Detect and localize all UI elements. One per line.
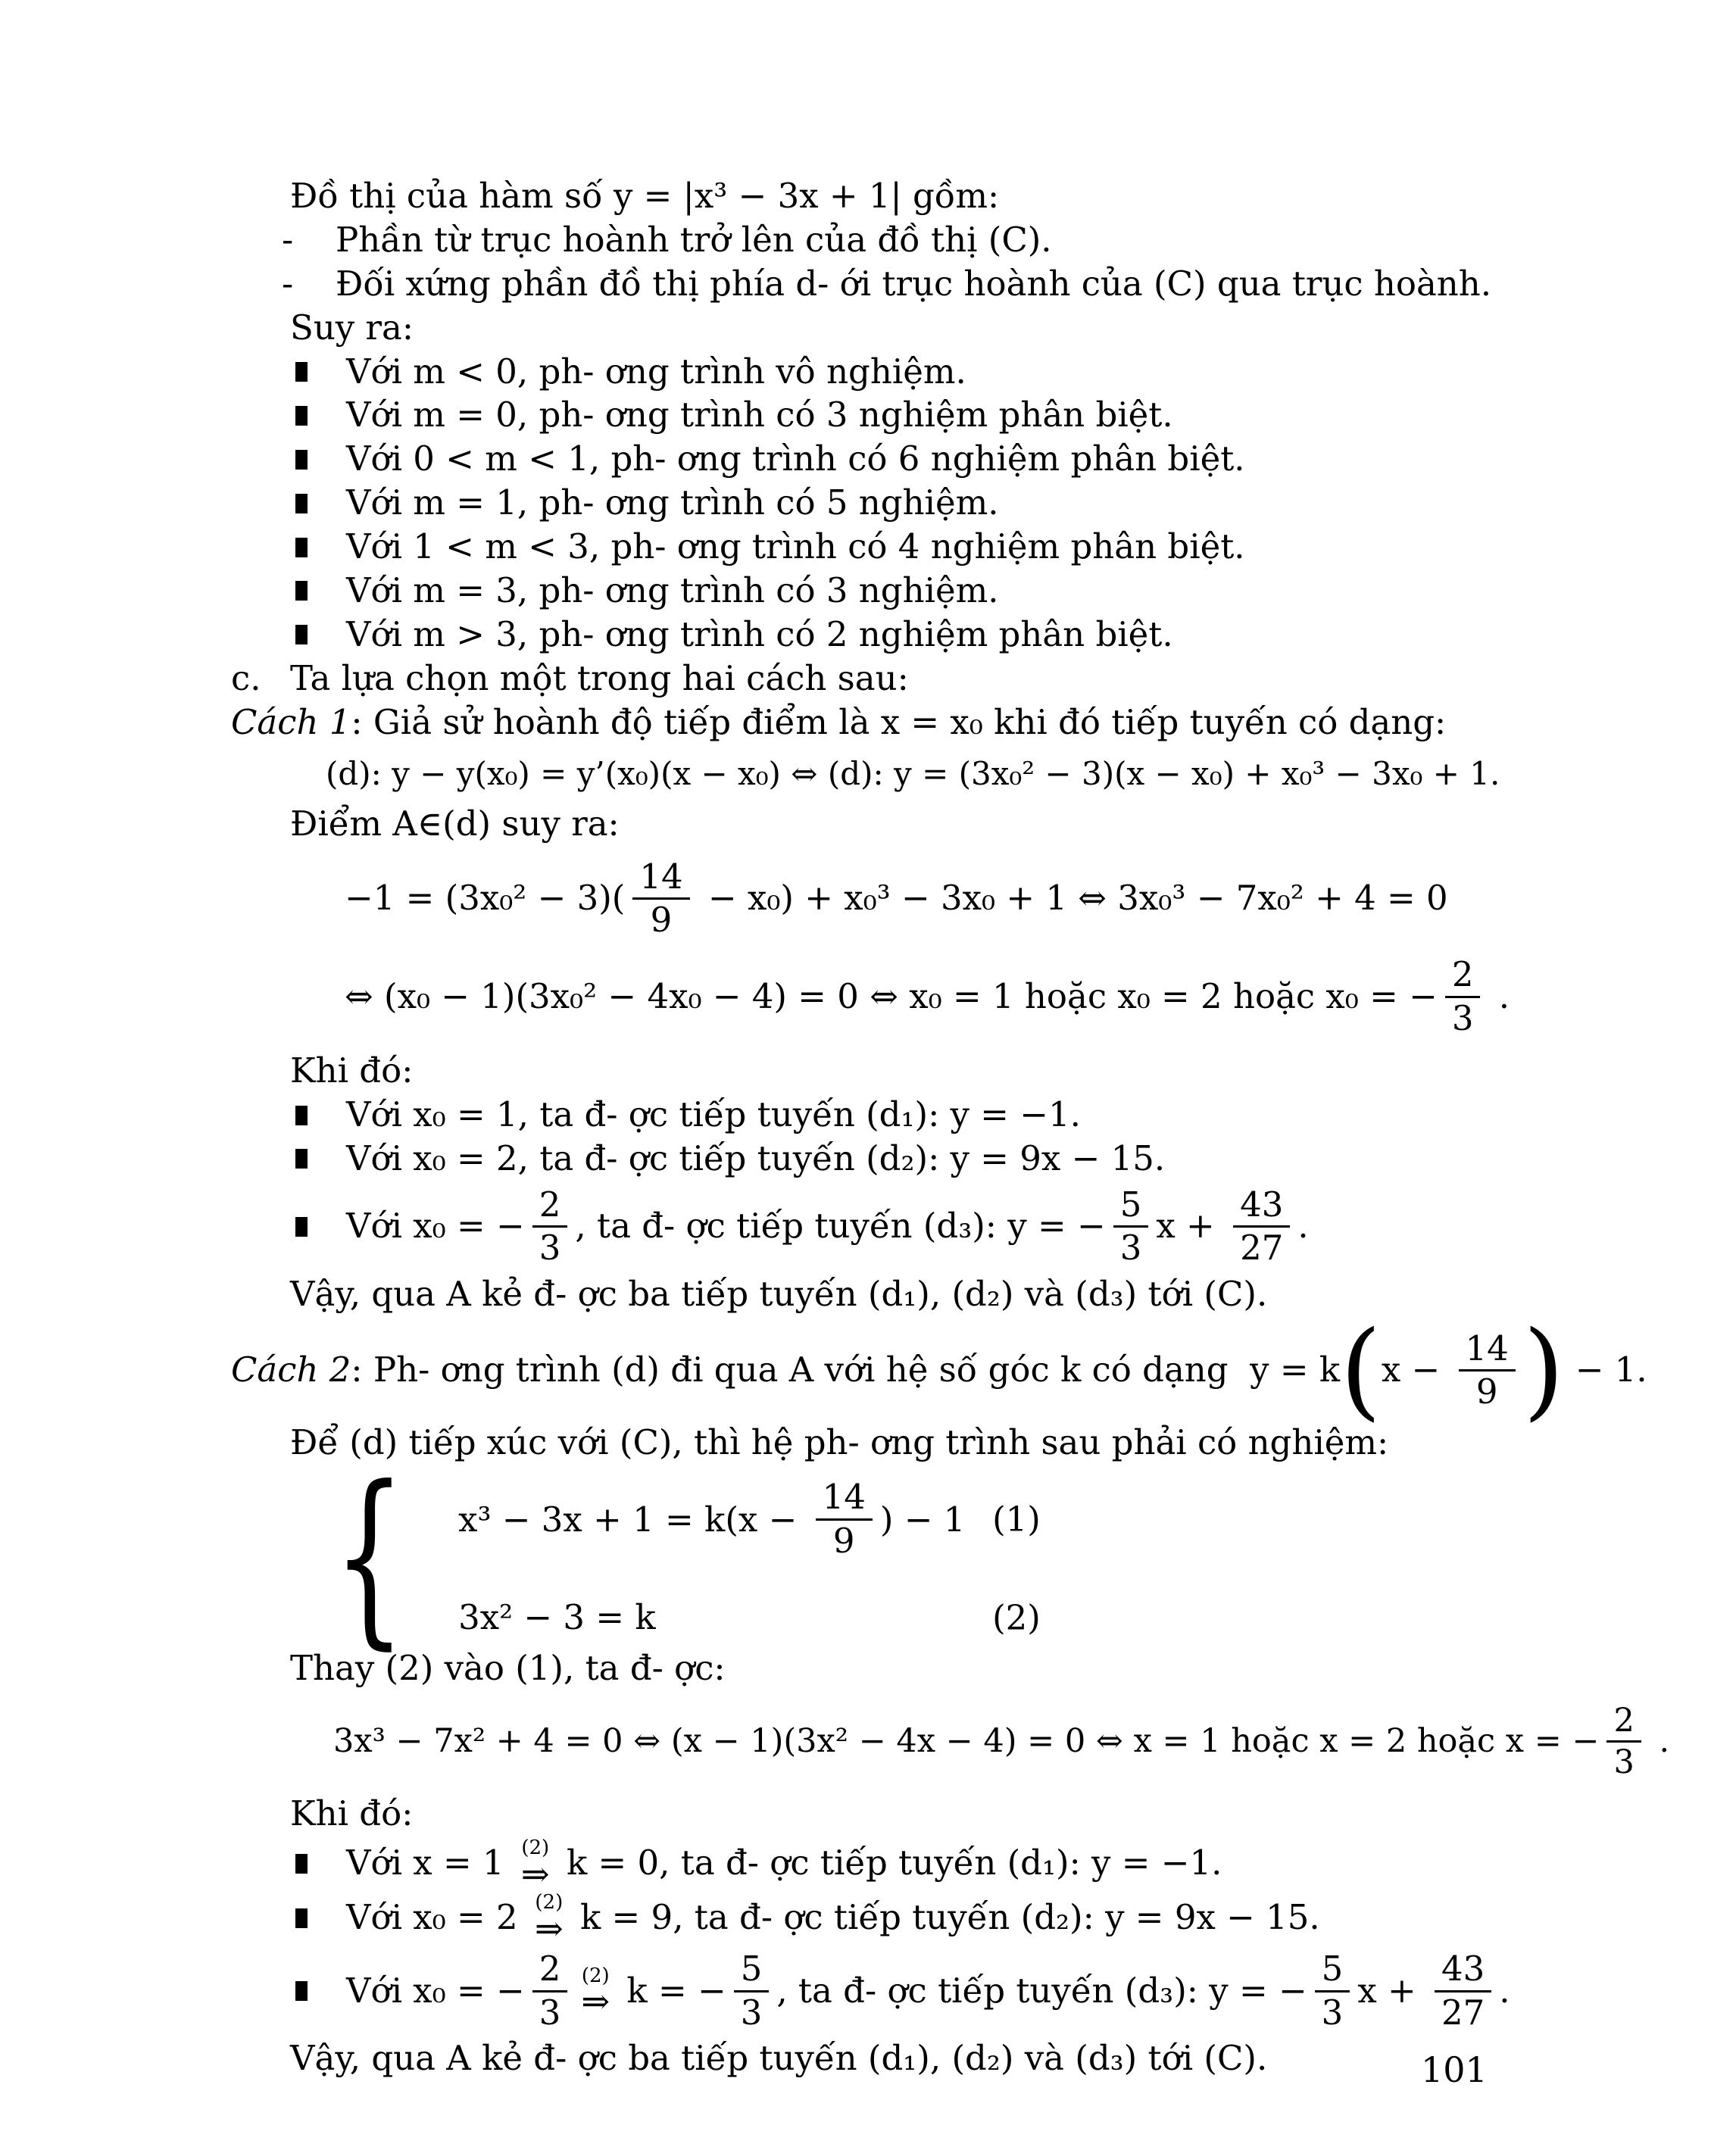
fraction-denominator: 9 — [1475, 1372, 1498, 1412]
bullet-square-icon — [295, 1149, 308, 1169]
fraction — [1315, 1950, 1350, 2032]
m-bullet-text: Với 1 < m < 3, ph- ơng trình có 4 nghiệm phân biệt. — [346, 526, 1245, 567]
bullet-segment: Với x₀ = 2 — [346, 1897, 529, 1938]
fraction — [816, 1478, 873, 1560]
cach1-intro: : Giả sử hoành độ tiếp điểm là x = x₀ khi đó tiếp tuyến có dạng: — [351, 701, 1447, 742]
implies-tag: (2) — [521, 1836, 550, 1860]
equation-system — [333, 1446, 1736, 1667]
bullet-segment: Với x = 1 — [346, 1843, 515, 1883]
page-number: 101 — [1421, 2049, 1488, 2090]
cach2-conclusion: Vậy, qua A kẻ đ- ợc ba tiếp tuyến (d₁), (d₂) và (d₃) tới (C). — [290, 2038, 1268, 2079]
m-bullet — [295, 526, 1736, 568]
cach1-tangent-equation: (d): y − y(x₀) = y’(x₀)(x − x₀) ⇔ (d): y = (3x₀² − 3)(x − x₀) + x₀³ − 3x₀ + 1. — [326, 754, 1500, 792]
m-bullet-text: Với m < 0, ph- ơng trình vô nghiệm. — [346, 351, 966, 392]
m-bullet-text: Với 0 < m < 1, ph- ơng trình có 6 nghiệm phân biệt. — [346, 438, 1245, 479]
bullet-square-icon — [295, 1981, 308, 2001]
fraction — [532, 1950, 568, 2032]
fraction-numerator: 43 — [1233, 1186, 1290, 1228]
dash-marker: - — [282, 219, 294, 260]
cach2-eq3 — [333, 1699, 1736, 1784]
equation-tag-2: (2) — [992, 1597, 1041, 1638]
equation-segment: − x₀) + x₀³ − 3x₀ + 1 ⇔ 3x₀³ − 7x₀² + 4 = 0 — [697, 878, 1448, 919]
bullet-segment: x + — [1156, 1206, 1226, 1247]
text-column — [0, 176, 1736, 2082]
fraction — [1435, 1950, 1491, 2032]
m-bullet-text: Với m = 1, ph- ơng trình có 5 nghiệm. — [346, 482, 999, 523]
bullet-square-icon — [295, 1106, 308, 1125]
fraction — [1459, 1330, 1516, 1412]
fraction-denominator: 3 — [1321, 1992, 1344, 2033]
dash-item — [282, 220, 1736, 261]
fraction — [1113, 1186, 1149, 1268]
bullet-text: Với x₀ = 2, ta đ- ợc tiếp tuyến (d₂): y = 9x − 15. — [346, 1138, 1166, 1179]
equation-segment: −1 = (3x₀² − 3)( — [345, 878, 626, 919]
bullet-segment: k = − — [616, 1970, 726, 2011]
cach2-label: Cách 2 — [231, 1350, 351, 1390]
fraction-denominator: 3 — [539, 1228, 561, 1269]
fraction — [532, 1186, 568, 1268]
implies-tag: (2) — [581, 1964, 610, 1987]
fraction — [632, 858, 689, 940]
fraction-numerator: 2 — [1606, 1702, 1641, 1743]
fraction — [1606, 1702, 1641, 1780]
bullet-segment: k = 9, ta đ- ợc tiếp tuyến (d₂): y = 9x − 15. — [569, 1897, 1320, 1938]
implies-arrow — [520, 1836, 550, 1894]
system-equations — [458, 1475, 1110, 1637]
section-c-label: c. — [231, 657, 261, 698]
bullet-segment: , ta đ- ợc tiếp tuyến (d₃): y = − — [575, 1206, 1106, 1247]
cach1-bullet-3 — [295, 1182, 1736, 1272]
left-brace: { — [333, 1446, 406, 1667]
bullet-square-icon — [295, 538, 308, 557]
bullet-square-icon — [295, 1854, 308, 1874]
cach1-heading — [231, 702, 1736, 744]
cach1-bullet-1 — [295, 1094, 1736, 1136]
equation-segment: ⇔ (x₀ − 1)(3x₀² − 4x₀ − 4) = 0 ⇔ x₀ = 1 hoặc x₀ = 2 hoặc x₀ = − — [345, 975, 1438, 1016]
fraction-numerator: 43 — [1435, 1950, 1491, 1992]
cach1-diem: Điểm A∈(d) suy ra: — [290, 803, 620, 844]
system-equation-2 — [458, 1597, 1110, 1637]
cach2-intro: : Ph- ơng trình (d) đi qua A với hệ số góc k có dạng y = k — [351, 1350, 1341, 1390]
section-c-text: Ta lựa chọn một trong hai cách sau: — [290, 657, 909, 698]
equation-segment: ) − 1 — [879, 1499, 966, 1540]
fraction-denominator: 3 — [740, 1992, 763, 2033]
fraction-denominator: 3 — [1613, 1743, 1635, 1782]
bullet-square-icon — [295, 362, 308, 382]
cach1-conclusion: Vậy, qua A kẻ đ- ợc ba tiếp tuyến (d₁), (d₂) và (d₃) tới (C). — [290, 1273, 1268, 1314]
fraction — [1445, 956, 1481, 1038]
fraction-denominator: 9 — [650, 900, 673, 941]
equation-segment: − 1. — [1564, 1350, 1647, 1390]
fraction-numerator: 14 — [816, 1478, 873, 1520]
fraction-denominator: 3 — [1451, 997, 1474, 1038]
fraction-numerator: 14 — [632, 858, 689, 900]
cach2-bullet-3 — [295, 1946, 1736, 2036]
fraction-numerator: 5 — [1113, 1186, 1149, 1228]
fraction-numerator: 2 — [532, 1950, 568, 1992]
bullet-segment: k = 0, ta đ- ợc tiếp tuyến (d₁): y = −1. — [555, 1843, 1222, 1883]
bullet-square-icon — [295, 1217, 308, 1237]
fraction-numerator: 5 — [734, 1950, 770, 1992]
cach2-bullet-2 — [295, 1891, 1736, 1949]
fraction-denominator: 3 — [539, 1992, 561, 2033]
equation-segment: x³ − 3x + 1 = k(x − — [458, 1499, 808, 1540]
bullet-square-icon — [295, 450, 308, 470]
bullet-square-icon — [295, 406, 308, 426]
equation-segment: 3x³ − 7x² + 4 = 0 ⇔ (x − 1)(3x² − 4x − 4) = 0 ⇔ x = 1 hoặc x = 2 hoặc x = − — [333, 1722, 1600, 1761]
bullet-segment: Với x₀ = − — [346, 1206, 525, 1247]
cach2-thay: Thay (2) vào (1), ta đ- ợc: — [290, 1648, 726, 1689]
equation-tag-1: (1) — [992, 1499, 1041, 1540]
fraction-numerator: 5 — [1315, 1950, 1350, 1992]
cach1-bullet-2 — [295, 1138, 1736, 1180]
cach1-eq1 — [345, 854, 1736, 944]
fraction-denominator: 3 — [1119, 1228, 1142, 1269]
fraction-denominator: 27 — [1240, 1228, 1284, 1269]
fraction — [1233, 1186, 1290, 1268]
fraction-denominator: 9 — [832, 1520, 855, 1561]
bullet-segment: . — [1297, 1206, 1309, 1247]
cach2-condition: Để (d) tiếp xúc với (C), thì hệ ph- ơng trình sau phải có nghiệm: — [290, 1422, 1389, 1463]
suyra-label: Suy ra: — [290, 307, 414, 348]
implies-arrow-glyph: ⇒ — [520, 1853, 550, 1894]
dash-item-text: Đối xứng phần đồ thị phía d- ới trục hoành của (C) qua trục hoành. — [336, 263, 1492, 304]
m-bullet-text: Với m = 0, ph- ơng trình có 3 nghiệm phân biệt. — [346, 395, 1173, 435]
equation-segment: . — [1488, 975, 1510, 1016]
m-bullet-text: Với m = 3, ph- ơng trình có 3 nghiệm. — [346, 570, 999, 611]
implies-arrow-glyph: ⇒ — [581, 1981, 610, 2022]
fraction-numerator: 2 — [532, 1186, 568, 1228]
cach2-khido: Khi đó: — [290, 1793, 414, 1834]
big-paren-close: ) — [1522, 1308, 1565, 1432]
implies-arrow — [581, 1964, 610, 2022]
bullet-segment: . — [1499, 1970, 1510, 2011]
fraction-denominator: 27 — [1441, 1992, 1485, 2033]
fraction-numerator: 2 — [1445, 956, 1481, 997]
m-bullet — [295, 351, 1736, 393]
fraction — [734, 1950, 770, 2032]
m-bullet — [295, 614, 1736, 656]
bullet-segment: x + — [1357, 1970, 1428, 2011]
cach1-khido: Khi đó: — [290, 1050, 414, 1091]
intro-heading: Đồ thị của hàm số y = |x³ − 3x + 1| gồm: — [290, 176, 1000, 216]
bullet-square-icon — [295, 1908, 308, 1928]
dash-item-text: Phần từ trục hoành trở lên của đồ thị (C). — [336, 219, 1052, 260]
bullet-square-icon — [295, 581, 308, 601]
big-paren-open: ( — [1340, 1308, 1382, 1432]
dash-item — [282, 264, 1736, 305]
implies-arrow-glyph: ⇒ — [534, 1908, 564, 1949]
m-bullet-text: Với m > 3, ph- ơng trình có 2 nghiệm phân biệt. — [346, 613, 1173, 654]
fraction-numerator: 14 — [1459, 1330, 1516, 1372]
bullet-segment: Với x₀ = − — [346, 1970, 525, 2011]
bullet-square-icon — [295, 494, 308, 513]
m-bullet — [295, 570, 1736, 612]
cach2-heading — [231, 1308, 1736, 1432]
equation-segment: . — [1648, 1722, 1670, 1761]
cach2-bullet-1 — [295, 1836, 1736, 1894]
section-c — [231, 658, 1736, 700]
cach1-eq2 — [345, 952, 1736, 1041]
equation-segment: 3x² − 3 = k — [458, 1597, 656, 1638]
m-bullet — [295, 438, 1736, 480]
implies-tag: (2) — [535, 1891, 564, 1915]
equation-segment: x − — [1381, 1350, 1451, 1390]
m-bullet — [295, 482, 1736, 524]
m-bullet — [295, 395, 1736, 436]
implies-arrow — [534, 1891, 564, 1949]
cach1-label: Cách 1 — [231, 701, 351, 742]
system-equation-1 — [458, 1475, 1110, 1564]
dash-marker: - — [282, 263, 294, 304]
bullet-square-icon — [295, 625, 308, 644]
bullet-segment: , ta đ- ợc tiếp tuyến (d₃): y = − — [776, 1970, 1307, 2011]
bullet-text: Với x₀ = 1, ta đ- ợc tiếp tuyến (d₁): y = −1. — [346, 1094, 1081, 1135]
